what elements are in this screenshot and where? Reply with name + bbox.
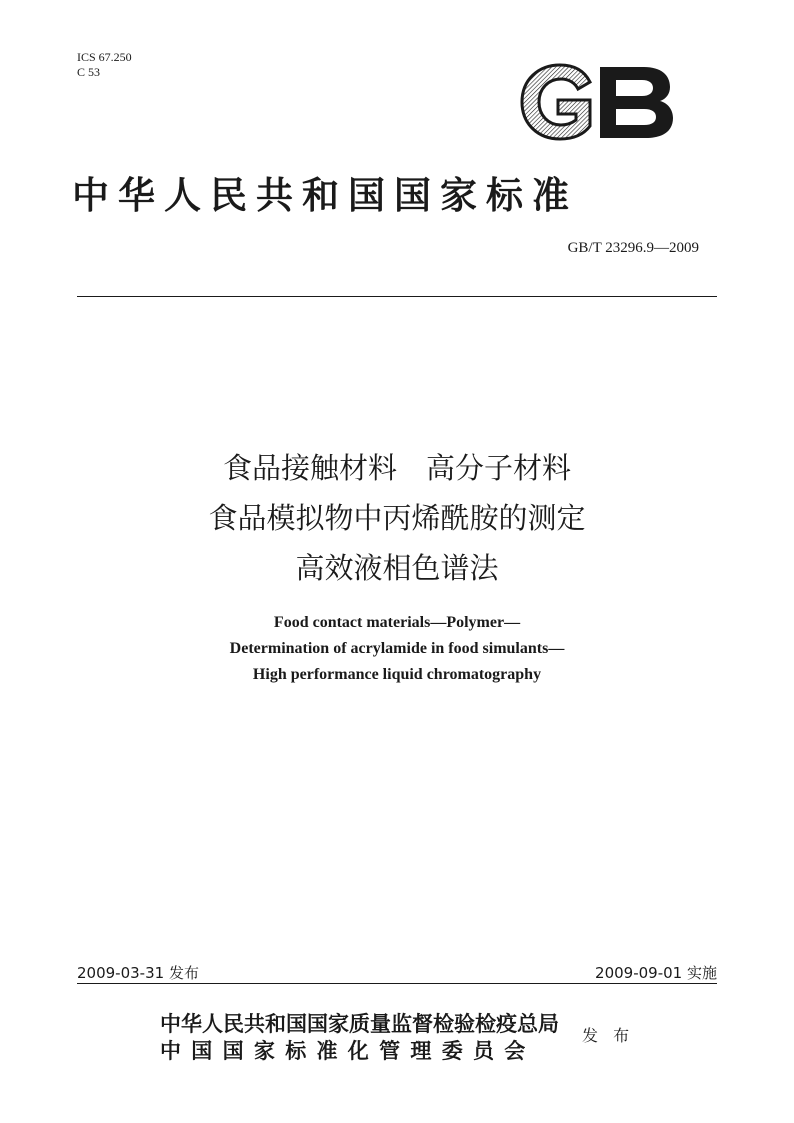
- issue-date: 2009-03-31 发布: [77, 964, 199, 982]
- issuer-aqsiq: 中华人民共和国国家质量监督检验检疫总局: [160, 1012, 559, 1036]
- issuer-sac: 中国国家标准化管理委员会: [160, 1039, 536, 1063]
- national-standard-title: 中华人民共和国国家标准: [72, 176, 578, 217]
- english-title-line-1: Food contact materials—Polymer—: [273, 614, 521, 631]
- publish-label: 发 布: [582, 1026, 635, 1045]
- english-title-line-3: High performance liquid chromatography: [252, 666, 542, 683]
- ccs-code: C 53: [77, 65, 101, 79]
- standard-number: GB/T 23296.9—2009: [567, 240, 699, 256]
- chinese-title-line-2: 食品模拟物中丙烯酰胺的测定: [208, 501, 586, 535]
- top-divider: [77, 296, 717, 297]
- gb-logo: [518, 62, 676, 142]
- ics-code: ICS 67.250: [77, 50, 132, 64]
- classification-codes: [77, 50, 132, 80]
- chinese-title-line-3: 高效液相色谱法: [295, 551, 499, 585]
- chinese-title-line-1: 食品接触材料 高分子材料: [222, 451, 571, 485]
- bottom-divider: [77, 983, 717, 984]
- implementation-date: 2009-09-01 实施: [595, 964, 717, 982]
- english-title-line-2: Determination of acrylamide in food simulants—: [229, 640, 565, 657]
